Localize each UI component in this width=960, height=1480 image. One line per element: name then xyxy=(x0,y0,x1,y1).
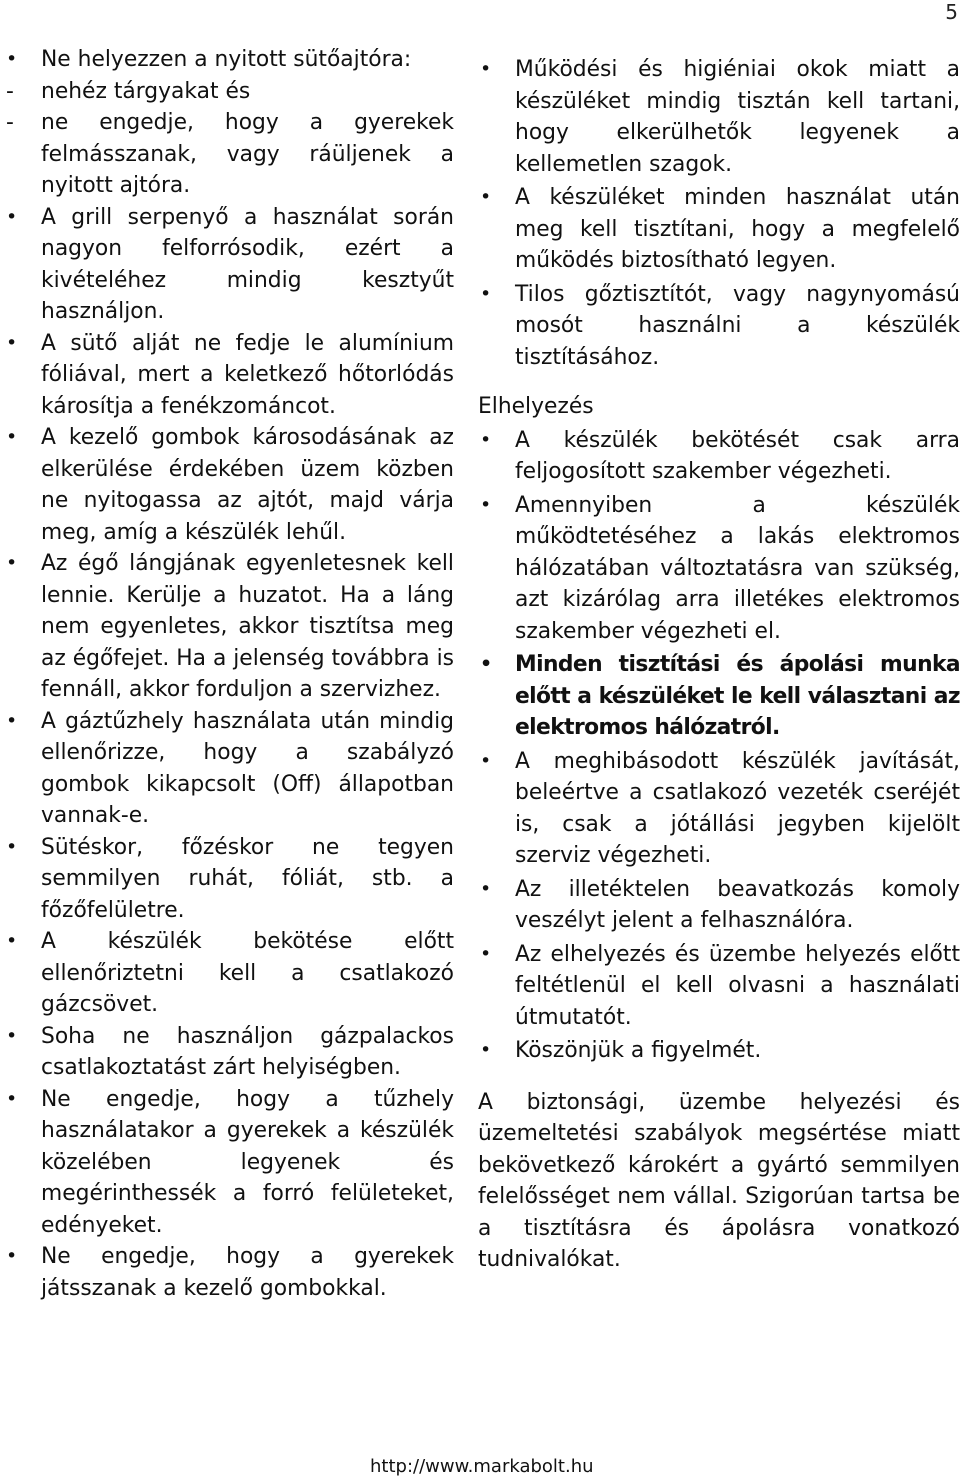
bullet-icon: • xyxy=(480,653,492,675)
bullet-icon: • xyxy=(480,877,492,900)
bullet-icon: • xyxy=(480,428,492,451)
page-number: 5 xyxy=(945,0,958,24)
item-text: Minden tisztítási és ápolási munka előtt a készüléket le kell választani az elektromos hálózatról. xyxy=(515,652,960,740)
item-text: ne engedje, hogy a gyerekek felmásszanak, vagy ráüljenek a nyitott ajtóra. xyxy=(41,110,454,198)
item-text: Sütéskor, főzéskor ne tegyen semmilyen ruhát, fóliát, stb. a főzőfelületre. xyxy=(41,834,454,923)
item-text: Ne engedje, hogy a gyerekek játsszanak a kezelő gombokkal. xyxy=(41,1244,454,1301)
item-text: A gáztűzhely használata után mindig ellenőrizze, hogy a szabályzó gombok kikapcsolt (Off) állapotban vannak-e. xyxy=(41,708,454,828)
item-text: Az illetéktelen beavatkozás komoly veszélyt jelent a felhasználóra. xyxy=(515,876,960,933)
closing-paragraph: A biztonsági, üzembe helyezési és üzemeltetési szabályok megsértése miatt bekövetkező károkért a gyártó semmilyen felelősséget nem vállal. Szigorúan tartsa be a tisztításra és ápolásra vonatkozó tudnivalókat. xyxy=(478,1089,960,1272)
bullet-icon: • xyxy=(6,1024,18,1047)
item-text: Soha ne használjon gázpalackos csatlakoztatást zárt helyiségben. xyxy=(41,1023,454,1080)
list-item xyxy=(478,746,960,872)
list-item xyxy=(4,44,454,76)
item-text: A meghibásodott készülék javítását, beleértve a csatlakozó vezeték cseréjét is, csak a jótállási jegyben kijelölt szerviz végezheti. xyxy=(515,748,960,868)
item-text: A kezelő gombok károsodásának az elkerülése érdekében üzem közben ne nyitogassa az ajtót, majd várja meg, amíg a készülék lehűl. xyxy=(41,425,454,545)
list-item xyxy=(4,706,454,832)
list-item xyxy=(4,548,454,706)
list-item xyxy=(478,279,960,374)
item-text: A készülék bekötése előtt ellenőriztetni kell a csatlakozó gázcsövet. xyxy=(41,929,454,1017)
item-text: Az égő lángjának egyenletesnek kell lennie. Kerülje a huzatot. Ha a láng nem egyenletes, akkor tisztítsa meg az égőfejet. Ha a jelenség továbbra is fennáll, akkor forduljon a szervizhez. xyxy=(41,551,454,702)
bullet-icon: • xyxy=(6,205,18,228)
list-item-emphasized xyxy=(478,649,960,744)
right-column xyxy=(478,54,960,1276)
list-item xyxy=(478,182,960,277)
section-heading: Elhelyezés xyxy=(478,394,594,419)
item-text: Ne engedje, hogy a tűzhely használatakor a gyerekek a készülék közelében legyenek és megérinthessék a forró felületeket, edényeket. xyxy=(41,1086,454,1238)
dash-marker: - xyxy=(6,78,14,104)
list-item xyxy=(4,1021,454,1084)
bullet-icon: • xyxy=(480,186,492,208)
bullet-icon: • xyxy=(6,1245,18,1267)
bullet-icon: • xyxy=(6,709,18,732)
list-item xyxy=(4,328,454,423)
bullet-icon: • xyxy=(480,749,492,772)
list-item xyxy=(4,202,454,328)
bullet-icon: • xyxy=(6,552,18,574)
bullet-icon: • xyxy=(480,942,492,965)
left-column xyxy=(4,44,454,1304)
bullet-icon: • xyxy=(6,331,18,354)
bullet-icon: • xyxy=(480,58,492,80)
list-item xyxy=(478,490,960,648)
bullet-icon: • xyxy=(6,426,18,448)
bullet-icon: • xyxy=(480,493,492,516)
bullet-icon: • xyxy=(480,282,492,305)
list-item xyxy=(4,1241,454,1304)
item-text: Az elhelyezés és üzembe helyezés előtt feltétlenül el kell olvasni a használati útmutatót. xyxy=(515,941,960,1030)
list-item xyxy=(4,926,454,1021)
list-item xyxy=(478,1035,960,1067)
list-item xyxy=(4,107,454,202)
bullet-icon: • xyxy=(480,1039,492,1061)
item-text: nehéz tárgyakat és xyxy=(41,78,251,104)
list-item xyxy=(478,54,960,180)
list-item xyxy=(4,832,454,927)
item-text: Köszönjük a figyelmét. xyxy=(515,1038,762,1063)
bullet-icon: • xyxy=(6,48,18,70)
list-item xyxy=(4,76,454,108)
item-text: A készülék bekötését csak arra feljogosított szakember végezheti. xyxy=(515,427,960,484)
list-item xyxy=(478,939,960,1034)
item-text: A készüléket minden használat után meg kell tisztítani, hogy a megfelelő működés biztosítható legyen. xyxy=(515,185,960,273)
list-item xyxy=(478,874,960,937)
bullet-icon: • xyxy=(6,835,18,858)
bullet-icon: • xyxy=(6,1087,18,1110)
item-text: Ne helyezzen a nyitott sütőajtóra: xyxy=(41,47,412,72)
footer-url: http://www.markabolt.hu xyxy=(370,1456,594,1477)
dash-marker: - xyxy=(6,110,14,135)
list-item xyxy=(4,422,454,548)
list-item xyxy=(478,425,960,488)
item-text: Tilos gőztisztítót, vagy nagynyomású mosót használni a készülék tisztításához. xyxy=(515,281,960,370)
bullet-icon: • xyxy=(6,930,18,952)
item-text: A sütő alját ne fedje le alumínium fóliával, mert a keletkező hőtorlódás károsítja a fenékzománcot. xyxy=(41,330,454,419)
item-text: A grill serpenyő a használat során nagyon felforrósodik, ezért a kivételéhez mindig kesztyűt használjon. xyxy=(41,204,454,324)
list-item xyxy=(4,1084,454,1242)
item-text: Amennyiben a készülék működtetéséhez a lakás elektromos hálózatában változtatásra van szükség, azt kizárólag arra illetékes elektromos szakember végezheti el. xyxy=(515,492,960,644)
item-text: Működési és higiéniai okok miatt a készüléket mindig tisztán kell tartani, hogy elkerülhetők legyenek a kellemetlen szagok. xyxy=(515,57,960,177)
